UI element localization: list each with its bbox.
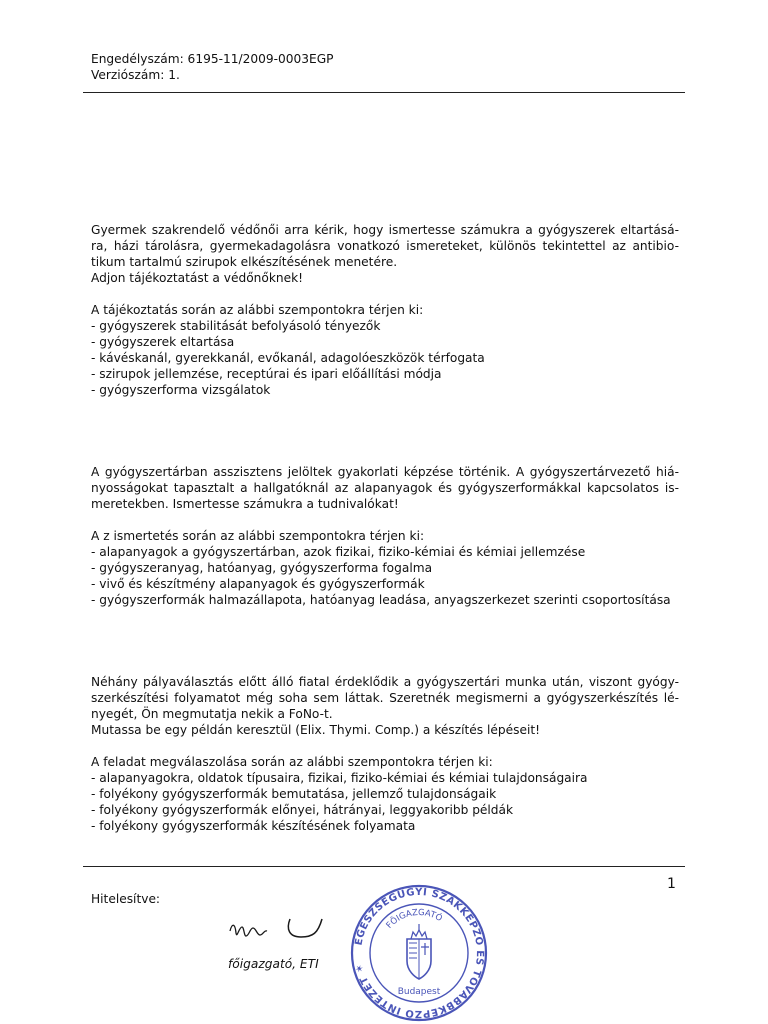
page-number: 1 [667,876,676,892]
task-2 [91,464,679,608]
list-item: - szirupok jellemzése, receptúrai és ipari előállítási módja [91,367,442,381]
list-item: - folyékony gyógyszerformák készítésének folyamata [91,819,416,833]
task-3 [91,674,679,834]
document-header [91,51,334,83]
task-3-lead: A feladat megválaszolása során az alábbi szempontokra térjen ki: [91,755,493,769]
task-3-intro: Néhány pályaválasztás előtt álló fiatal érdeklődik a gyógyszertári munka után, viszont gyógy-szerkészítési folyamatot még soha sem láttak. Szeretnék megismerni a gyógyszerkészítés lé-nyegét, Ön megmutatja nekik a FoNo-t. [91,675,679,721]
official-stamp-seal [349,883,489,1023]
signature-image [226,909,336,945]
license-number: Engedélyszám: 6195-11/2009-0003EGP [91,52,334,66]
list-item: - alapanyagok a gyógyszertárban, azok fizikai, fiziko-kémiai és kémiai jellemzése [91,545,586,559]
footer-rule [83,866,685,867]
version-number: Verziószám: 1. [91,68,180,82]
task-3-instruction: Mutassa be egy példán keresztül (Elix. Thymi. Comp.) a készítés lépéseit! [91,723,541,737]
task-1-intro: Gyermek szakrendelő védőnői arra kérik, hogy ismertesse számukra a gyógyszerek eltartásá-ra, házi tárolásra, gyermekadagolásra vonatkozó ismereteket, különös tekintettel az antibio-tikum tartalmú szirupok elkészítésének menetére. [91,223,679,269]
list-item: - alapanyagokra, oldatok típusaira, fizikai, fiziko-kémiai és kémiai tulajdonságaira [91,771,588,785]
list-item: - folyékony gyógyszerformák előnyei, hátrányai, leggyakoribb példák [91,803,514,817]
list-item: - gyógyszeranyag, hatóanyag, gyógyszerforma fogalma [91,561,433,575]
list-item: - gyógyszerformák halmazállapota, hatóanyag leadása, anyagszerkezet szerinti csoportosítása [91,593,671,607]
list-item: - vivő és készítmény alapanyagok és gyógyszerformák [91,577,425,591]
task-1-instruction: Adjon tájékoztatást a védőnőknek! [91,271,304,285]
certified-label: Hitelesítve: [91,892,161,906]
signature-caption: főigazgató, ETI [228,957,319,971]
list-item: - gyógyszerforma vizsgálatok [91,383,271,397]
task-2-intro: A gyógyszertárban asszisztens jelöltek gyakorlati képzése történik. A gyógyszertárvezető hiá-nyosságokat tapasztalt a hallgatóknál az alapanyagok és gyógyszerformákkal kapcsolatos is-meretekben. Ismertesse számukra a tudnivalókat! [91,465,679,511]
svg-text:EGÉSZSÉGÜGYI SZAKKÉPZŐ ÉS TOVÁ: EGÉSZSÉGÜGYI SZAKKÉPZŐ ÉS TOVÁBBKÉPZŐ INTÉZET ✶ [353,886,486,1020]
task-1 [91,222,679,398]
svg-text:FŐIGAZGATÓ: FŐIGAZGATÓ [384,907,444,931]
header-rule [83,92,685,93]
task-2-lead: A z ismertetés során az alábbi szempontokra térjen ki: [91,529,425,543]
list-item: - folyékony gyógyszerformák bemutatása, jellemző tulajdonságaik [91,787,497,801]
list-item: - kávéskanál, gyerekkanál, evőkanál, adagolóeszközök térfogata [91,351,485,365]
list-item: - gyógyszerek stabilitását befolyásoló tényezők [91,319,381,333]
task-1-lead: A tájékoztatás során az alábbi szempontokra térjen ki: [91,303,424,317]
list-item: - gyógyszerek eltartása [91,335,235,349]
svg-text:Budapest: Budapest [397,987,441,997]
